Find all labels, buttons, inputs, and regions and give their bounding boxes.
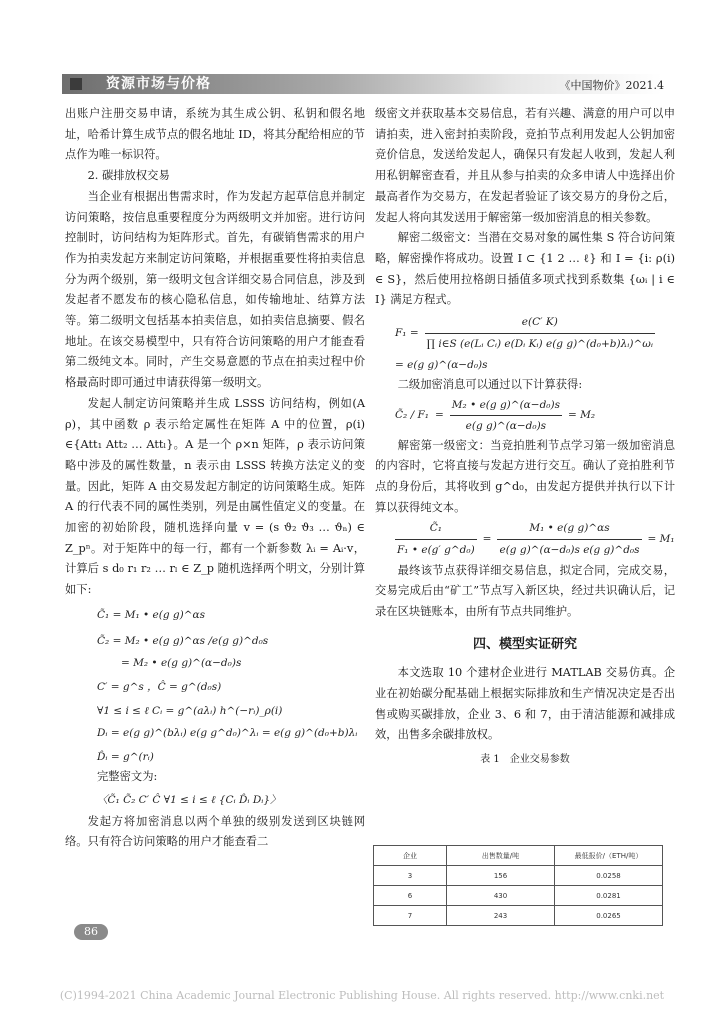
paragraph: 二级加密消息可以通过以下计算获得:: [397, 378, 583, 392]
section-title: 资源市场与价格: [106, 76, 211, 92]
numerator: e(C′ K): [425, 312, 655, 334]
numerator: M₂ • e(g g)^(α−d₀)s: [450, 395, 562, 417]
equation-result: = M₂: [567, 409, 596, 422]
table-cell: 3: [374, 866, 447, 886]
paragraph: 解密二级密文：当潜在交易对象的属性集 S 符合访问策略，解密操作将成功。设置 I ⊂ {1 2 … ℓ} 和 I = {i: ρ(i) ∈ S}，然后使用拉格朗日插值多项式找到系数集 {ωᵢ | i ∈ I} 满足方程式。: [375, 231, 675, 307]
equation: D̂ᵢ = g^(rᵢ): [97, 750, 154, 763]
paragraph: 级密文并获取基本交易信息，若有兴趣、满意的用户可以申请拍卖，进入密封拍卖阶段，竞拍节点利用发起人公钥加密竞价信息，发送给发起人，确保只有发起人收到，发起人利用私钥解密查看，并且从参与拍卖的众多申请人中选择出价最高者作为交易方，在发起者验证了该交易方的身份之后，发起人将向其发送用于解密第一级加密消息的相关参数。: [375, 107, 675, 224]
table-caption: 表 1 企业交易参数: [480, 754, 570, 766]
section-heading: 四、模型实证研究: [472, 636, 577, 652]
equation: C̃₂ = M₂ • e(g g)^αs /e(g g)^d₀s: [97, 634, 269, 647]
fraction: [425, 312, 655, 354]
subsection-heading: 2. 碳排放权交易: [87, 169, 170, 183]
equation-f1: [375, 311, 675, 355]
equation-lhs: C̃₂ / F₁: [395, 409, 429, 422]
full-ciphertext: 〈C̃₁ C̃₂ C′ Ĉ ∀1 ≤ i ≤ ℓ {Cᵢ D̂ᵢ Dᵢ}〉: [97, 793, 281, 806]
table-cell: 243: [447, 906, 555, 926]
fraction: [395, 518, 477, 560]
table-cell: 6: [374, 886, 447, 906]
equation-m2: C̃₂ / F₁ = $\frac{\text{M₂ • e(g g)\textasciicircum{}(α−d₀)s}}{\text{e(g g)\textasciicircum{}(α−d₀)s}}$ = M₂: [375, 396, 675, 436]
left-column: [65, 104, 365, 853]
paragraph: 最终该节点获得详细交易信息，拟定合同，完成交易，交易完成后由“矿工”节点写入新区块，经过共识确认后，记录在区块链账本，由所有节点共同维护。: [375, 563, 675, 618]
table-header: 企业: [374, 846, 447, 866]
fraction: [497, 518, 641, 560]
paragraph: 完整密文为:: [97, 769, 158, 783]
denominator: e(g g)^(α−d₀)s e(g g)^d₀s: [499, 544, 640, 557]
table-cell: 0.0265: [555, 906, 663, 926]
table-cell: 156: [447, 866, 555, 886]
denominator: e(g g)^(α−d₀)s: [465, 420, 547, 433]
paragraph: 发起方将加密消息以两个单独的级别发送到区块链网络。只有符合访问策略的用户才能查看二: [65, 814, 365, 849]
table-header: 出售数量/吨: [447, 846, 555, 866]
paragraph: 当企业有根据出售需求时，作为发起方起草信息并制定访问策略，按信息重要程度分为两级明文并加密。进行访问控制时，访问结构为矩阵形式。首先，有碳销售需求的用户作为拍卖发起方来制定访问策略，并根据重要性将拍卖信息分为两个级别，第一级明文包含详细交易合同信息，涉及到发起者不愿发布的核心隐私信息，如传输地址、结算方法等。第二级明文包括基本拍卖信息，如拍卖信息摘要、假名地址。在该交易模型中，只有符合访问策略的用户才能查看第二级纯文本。同时，产生交易意愿的节点在拍卖过程中价格最高时即可通过申请获得第一级明文。: [65, 189, 365, 390]
numerator: C̃₁: [395, 518, 477, 540]
journal-issue: 《中国物价》2021.4: [559, 79, 664, 92]
table-cell: 7: [374, 906, 447, 926]
table-row: [374, 906, 663, 926]
banner-square-icon: [70, 78, 82, 90]
equation: C′ = g^s ，Ĉ = g^(d₀s): [97, 680, 222, 693]
equation-m1: $\frac{\text{C̃₁}}{\text{F₁ • e(g′ g\textasciicircum{}d₀)}}$ = $\frac{\text{M₁ • e(g g)\textasciicircum{}αs}}{\text{e(g g)\textasciicircum{}(α−d₀)s e(g g)\textasciicircum{}d₀s}}$ = M₁: [375, 519, 675, 561]
table-cell: 430: [447, 886, 555, 906]
table-header-row: [374, 846, 663, 866]
equation: C̃₁ = M₁ • e(g g)^αs: [97, 608, 206, 621]
equation: = M₂ • e(g g)^(α−d₀)s: [121, 656, 242, 669]
fraction: [450, 395, 562, 437]
equation: ∀1 ≤ i ≤ ℓ Cᵢ = g^(aλᵢ) h^(−rᵢ)_ρ(i): [97, 704, 283, 717]
paragraph: 发起人制定访问策略并生成 LSSS 访问结构，例如(A ρ)，其中函数 ρ 表示给定属性在矩阵 A 中的位置，ρ(i) ∈{Att₁ Att₂ … Attₗ}。A 是一个 ρ×n 矩阵，ρ 表示访问策略中涉及的属性数量，n 表示由 LSSS 转换方法定义的变量。因此，矩阵 A 由交易发起方制定的访问策略生成。矩阵 A 的行代表不同的属性类别，列是由属性值定义的变量。在加密的初始阶段，随机选择向量 v = (s ϑ₂ ϑ₃ … ϑₙ) ∈ Z_pⁿ。对于矩阵中的每一行，都有一个新参数 λᵢ = Aᵢ·v，计算后 s d₀ r₁ r₂ … rₗ ∈ Z_p 随机选择两个明文，分别计算如下:: [65, 396, 365, 597]
denominator: F₁ • e(g′ g^d₀): [397, 544, 475, 557]
encryption-equations: [65, 605, 365, 767]
trade-parameters-table: [373, 845, 663, 926]
equation: Dᵢ = e(g g)^(bλᵢ) e(g g^d₀)^λᵢ = e(g g)^(d₀+b)λᵢ: [97, 726, 358, 739]
paragraph: 解密第一级密文：当竞拍胜利节点学习第一级加密消息的内容时，它将直接与发起方进行交互。确认了竞拍胜利节点的身份后，其将收到 g^d₀，由发起方提供并执行以下计算以获得纯文本。: [375, 438, 675, 514]
equation: = e(g g)^(α−d₀)s: [395, 359, 488, 372]
table-row: [374, 866, 663, 886]
numerator: M₁ • e(g g)^αs: [497, 518, 641, 540]
page-number: 86: [74, 924, 108, 940]
table-cell: 0.0258: [555, 866, 663, 886]
copyright-footer: (C)1994-2021 China Academic Journal Electronic Publishing House. All rights reserved. http://www.cnki.net: [59, 989, 665, 1002]
table-header: 最低报价/（ETH/吨）: [555, 846, 663, 866]
right-column: [375, 104, 675, 771]
paragraph: 本文选取 10 个建材企业进行 MATLAB 交易仿真。企业在初始碳分配基础上根据实际排放和生产情况决定是否出售或购买碳排放，企业 3、6 和 7，由于清洁能源和减排成效，出售多余碳排放权。: [375, 666, 675, 742]
equation-result: = M₁: [647, 533, 675, 546]
table-row: [374, 886, 663, 906]
paragraph: 出账户注册交易申请，系统为其生成公钥、私钥和假名地址，哈希计算生成节点的假名地址 ID，将其分配给相应的节点作为唯一标识符。: [65, 107, 365, 162]
denominator: ∏ i∈S (e(Lᵢ Cᵢ) e(Dᵢ Kᵢ) e(g g)^(d₀+b)λᵢ)^ωᵢ: [426, 337, 653, 350]
equation-lhs: F₁ =: [395, 326, 419, 339]
table-cell: 0.0281: [555, 886, 663, 906]
